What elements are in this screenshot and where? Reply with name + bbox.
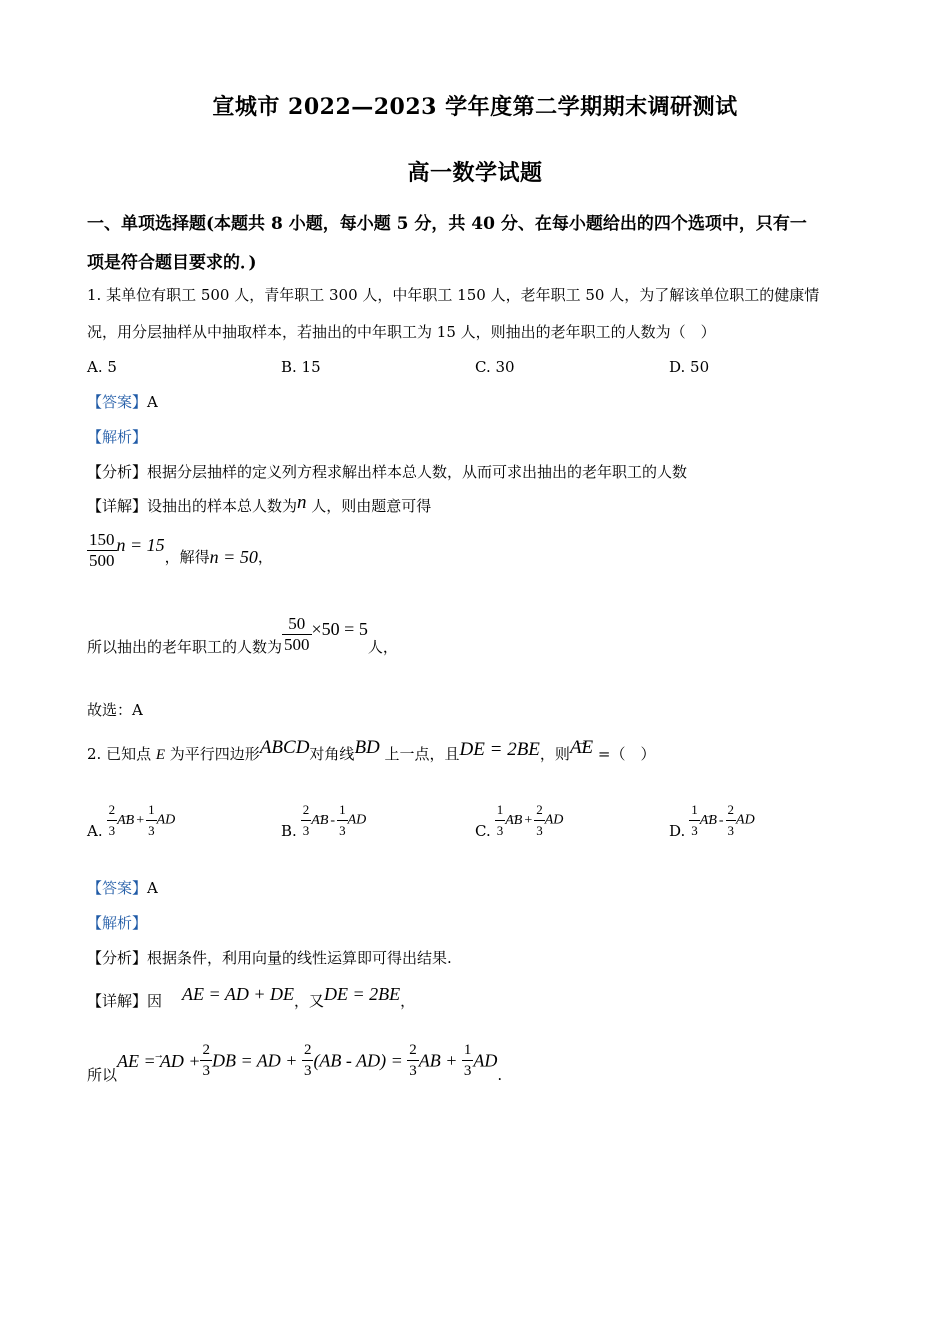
q1-option-c: C. 30 (475, 358, 515, 376)
q1-choose: 故选：A (87, 701, 143, 719)
q1-equation2 (87, 614, 398, 655)
q2-conclusion (87, 1040, 503, 1084)
equation-end: ， (257, 547, 273, 566)
q2-fenxi (87, 948, 452, 968)
fenxi-tag: 【分析】 (87, 949, 148, 967)
equation2-end: 人， (367, 637, 398, 656)
operator: - (718, 812, 724, 828)
vector-ad: AD (156, 812, 176, 828)
q2-analysis-tag: 【解析】 (87, 914, 148, 932)
xiangjie-eq1: AE = AD + DE (182, 984, 294, 1004)
q2-option-d (669, 800, 755, 841)
var-n: n (297, 492, 307, 513)
document-subtitle: 高一数学试题 (407, 160, 543, 186)
fraction: $\frac{2}{3}$ (536, 802, 543, 838)
fraction: $\frac{50}{500}$ (284, 614, 310, 654)
q1-equation1 (87, 530, 273, 571)
vector-ab: → AB (700, 811, 717, 831)
fraction: $\frac{1}{3}$ (691, 802, 698, 838)
vector-ab: → AB (505, 811, 522, 831)
equation-mid: ，解得 (164, 547, 210, 566)
fenxi-tag: 【分析】 (87, 463, 148, 481)
q2-xiangjie (87, 984, 416, 1011)
stem-text: 为平行四边形 (165, 745, 260, 763)
point-e: E (155, 747, 166, 763)
fraction: $\frac{2}{3}$ (409, 1042, 417, 1079)
xiangjie-text: 设抽出的样本总人数为 (147, 497, 298, 515)
answer-value: A (147, 879, 158, 897)
xiangjie-tag: 【详解】 (87, 497, 148, 515)
section-heading-line1: 一、单项选择题(本题共 8 小题，每小题 5 分，共 40 分、在每小题给出的四个选项中，只有一 (87, 214, 807, 234)
fraction: $\frac{1}{3}$ (463, 1042, 472, 1079)
q2-option-c (475, 800, 563, 841)
option-label: C. (475, 821, 491, 840)
q2-stem (87, 737, 656, 765)
q2-option-b (281, 800, 366, 841)
fraction: $\frac{2}{3}$ (727, 802, 735, 838)
q1-stem-line1: 1. 某单位有职工 500 人，青年职工 300 人，中年职工 150 人，老年职工 50 人，为了解该单位职工的健康情 (87, 286, 820, 304)
so-eq-part-b: DB = AD + (211, 1050, 302, 1071)
vector-ad: AD (544, 812, 564, 828)
fraction: $\frac{150}{500}$ (89, 530, 115, 570)
fraction: $\frac{2}{3}$ (108, 802, 116, 838)
fraction: $\frac{2}{3}$ (302, 802, 310, 838)
q1-option-b: B. 15 (281, 358, 321, 376)
fraction: $\frac{1}{3}$ (496, 802, 504, 838)
q2-answer (87, 878, 158, 898)
stem-text: ，则 (539, 745, 570, 763)
fraction: $\frac{2}{3}$ (202, 1042, 210, 1079)
fraction: $\frac{1}{3}$ (339, 802, 346, 838)
xiangjie-mid: ，又 (293, 992, 324, 1010)
xiangjie-eq2: DE = 2BE (324, 984, 401, 1004)
q1-fenxi (87, 462, 687, 482)
q1-answer (87, 392, 158, 412)
equation2-pre: 所以抽出的老年职工的人数为 (87, 637, 283, 656)
fenxi-text: 根据条件，利用向量的线性运算即可得出结果. (147, 949, 452, 967)
so-eq-part-a: → AE = AD + (117, 1051, 200, 1071)
equation-rest: n = 15 (116, 534, 165, 555)
q1-xiangjie (87, 492, 432, 516)
option-label: A. (87, 821, 103, 840)
stem-text: 上一点，且 (379, 745, 460, 763)
fraction: $\frac{2}{3}$ (303, 1042, 312, 1079)
q2-option-a (87, 800, 175, 841)
q1-option-d: D. 50 (669, 358, 710, 376)
stem-text: =（ ） (593, 745, 656, 763)
q1-analysis-tag: 【解析】 (87, 428, 148, 446)
fraction: $\frac{1}{3}$ (148, 802, 155, 838)
stem-text: 对角线 (309, 745, 355, 763)
xiangjie-tag: 【详解】 (87, 992, 148, 1010)
vector-ab: → AB (117, 811, 134, 831)
vector-ad: AD (347, 812, 367, 828)
xiangjie-pre: 因 (147, 992, 163, 1010)
section-heading-line2: 项是符合题目要求的．) (87, 253, 257, 273)
fenxi-text: 根据分层抽样的定义列方程求解出样本总人数，从而可求出抽出的老年职工的人数 (147, 463, 688, 481)
so-eq-part-d: AB + (418, 1050, 462, 1071)
option-label: D. (669, 821, 686, 840)
answer-value: A (147, 393, 158, 411)
operator: + (524, 812, 533, 828)
so-pre: 所以 (87, 1065, 118, 1084)
answer-tag: 【答案】 (87, 393, 148, 411)
so-eq-part-c: (AB - AD) = (313, 1050, 408, 1071)
vector-ad: AD (736, 812, 755, 828)
q1-stem-line2: 况，用分层抽样从中抽取样本，若抽出的中年职工为 15 人，则抽出的老年职工的人数为（ ） (87, 323, 716, 341)
xiangjie-end: 人，则由题意可得 (306, 497, 432, 515)
so-eq-part-e: AD (473, 1050, 498, 1071)
answer-tag: 【答案】 (87, 879, 148, 897)
vector-ab: → AB (311, 811, 328, 831)
equation2-rest: ×50 = 5 (311, 618, 368, 639)
so-end: . (497, 1065, 503, 1084)
stem-text: 2. 已知点 (87, 745, 156, 763)
equation-solution: n = 50 (209, 546, 258, 567)
option-label: B. (281, 821, 297, 840)
operator: + (136, 812, 145, 828)
vector-ae: → AE (570, 738, 593, 758)
operator: - (330, 812, 336, 828)
xiangjie-end: ， (400, 992, 416, 1010)
diagonal-label: BD (354, 737, 380, 758)
document-title: 宣城市 2022—2023 学年度第二学期期末调研测试 (212, 94, 738, 120)
q1-option-a: A. 5 (87, 358, 117, 376)
stem-equation: DE = 2BE (459, 739, 540, 760)
parallelogram-label: ABCD (259, 737, 310, 758)
